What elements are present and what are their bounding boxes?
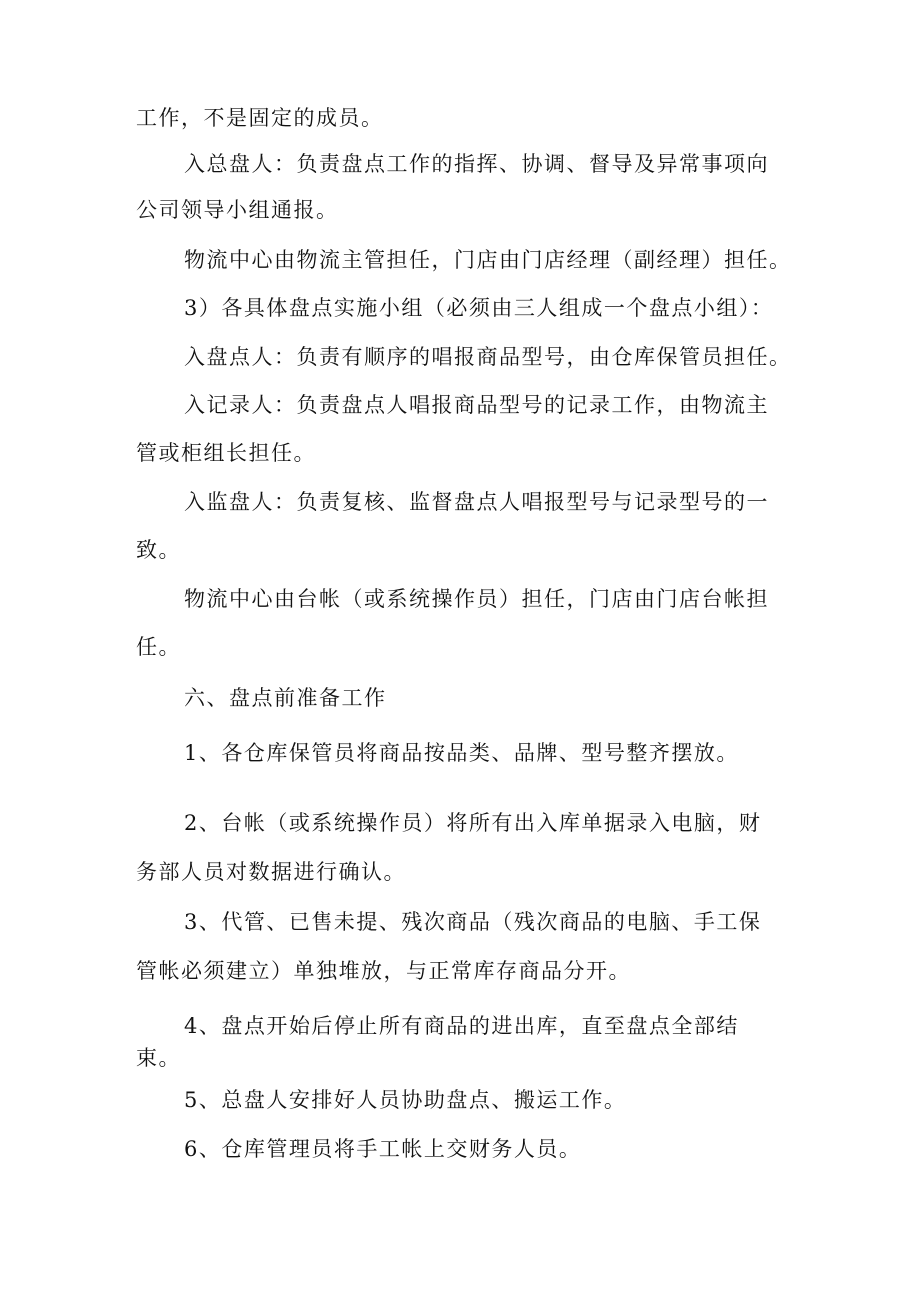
text-line: 入总盘人：负责盘点工作的指挥、协调、督导及异常事项向 — [184, 152, 769, 176]
text-line: 务部人员对数据进行确认。 — [136, 860, 406, 884]
section-heading: 六、盘点前准备工作 — [184, 686, 387, 710]
text-line: 3）各具体盘点实施小组（必须由三人组成一个盘点小组）： — [184, 296, 774, 320]
text-line: 工作，不是固定的成员。 — [136, 106, 384, 130]
list-item: 2、台帐（或系统操作员）将所有出入库单据录入电脑，财 — [184, 811, 762, 835]
text-line: 任。 — [136, 635, 181, 659]
text-line: 入记录人：负责盘点人唱报商品型号的记录工作，由物流主 — [184, 393, 769, 417]
text-line: 管或柜组长担任。 — [136, 441, 316, 465]
text-line: 致。 — [136, 538, 181, 562]
text-line: 管帐必须建立）单独堆放，与正常库存商品分开。 — [136, 959, 631, 983]
list-item: 3、代管、已售未提、残次商品（残次商品的电脑、手工保 — [184, 910, 762, 934]
text-line: 物流中心由物流主管担任，门店由门店经理（副经理）担任。 — [184, 248, 792, 272]
list-item: 1、各仓库保管员将商品按品类、品牌、型号整齐摆放。 — [184, 741, 739, 765]
list-item: 4、盘点开始后停止所有商品的进出库，直至盘点全部结 — [184, 1014, 739, 1038]
text-line: 入盘点人：负责有顺序的唱报商品型号，由仓库保管员担任。 — [184, 345, 792, 369]
list-item: 5、总盘人安排好人员协助盘点、搬运工作。 — [184, 1088, 627, 1112]
text-line: 物流中心由台帐（或系统操作员）担任，门店由门店台帐担 — [184, 587, 769, 611]
text-line: 束。 — [136, 1046, 181, 1070]
text-line: 入监盘人：负责复核、监督盘点人唱报型号与记录型号的一 — [184, 490, 769, 514]
text-line: 公司领导小组通报。 — [136, 198, 339, 222]
list-item: 6、仓库管理员将手工帐上交财务人员。 — [184, 1137, 582, 1161]
